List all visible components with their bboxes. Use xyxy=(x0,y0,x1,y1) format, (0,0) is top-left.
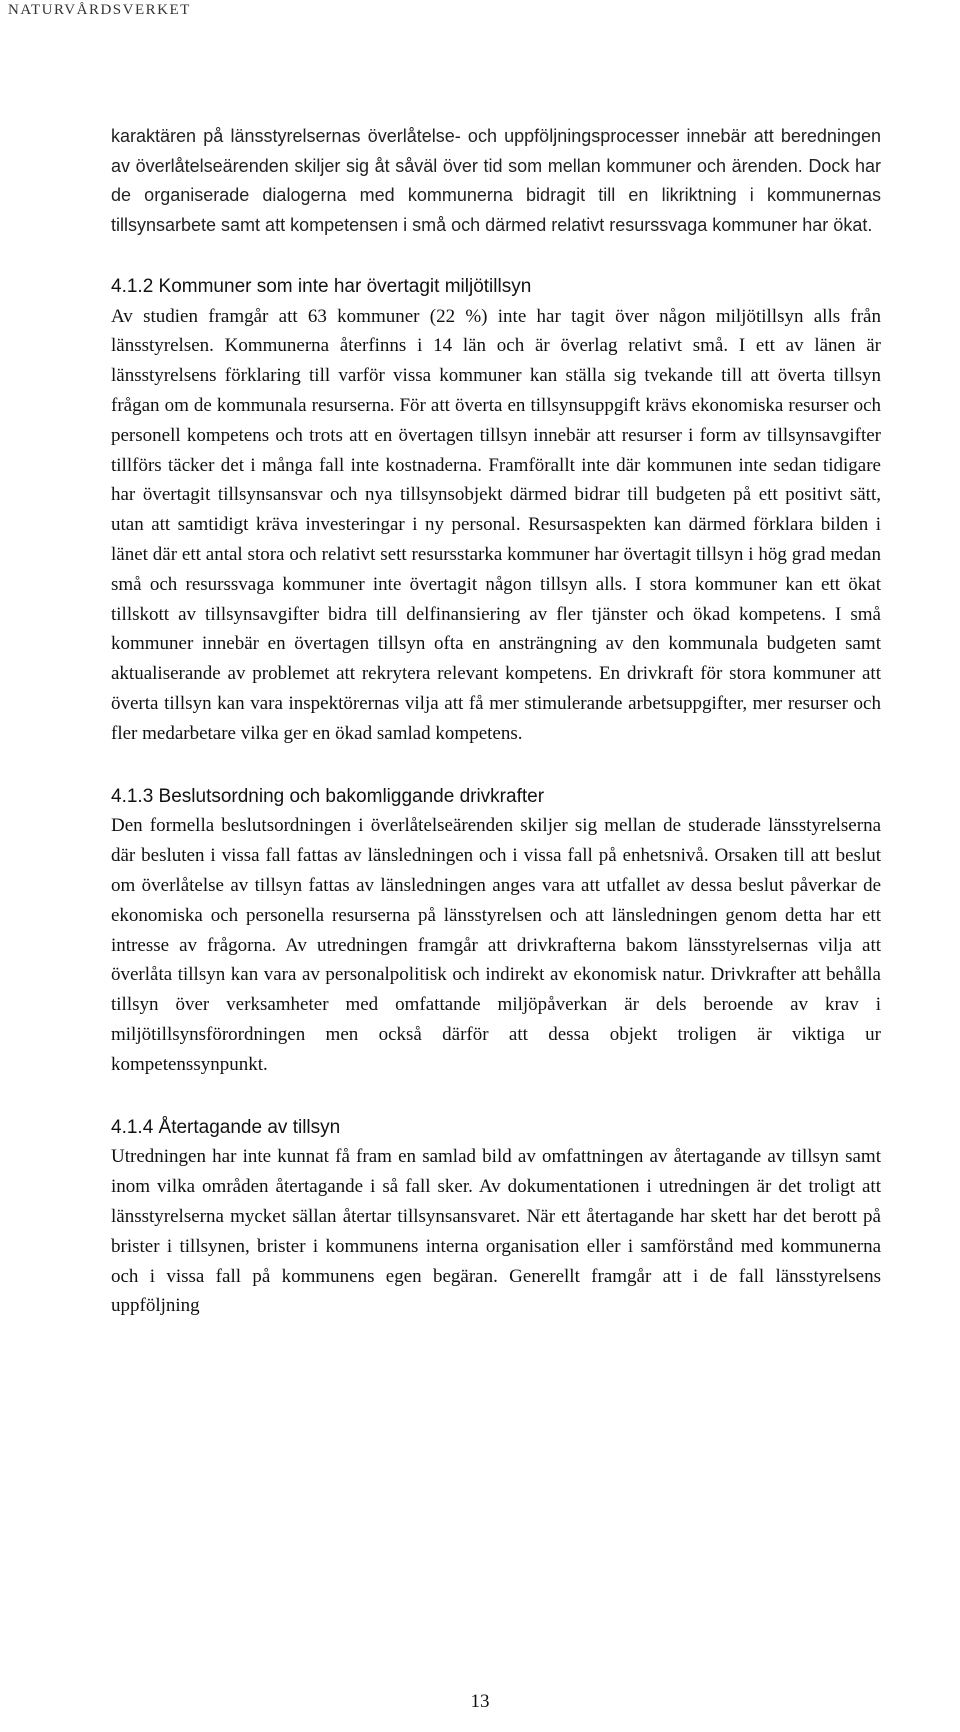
section-body-4-1-2: Av studien framgår att 63 kommuner (22 %) inte har tagit över någon miljötillsyn alls från länsstyrelsen. Kommunerna återfinns i 14 län och är överlag relativt små. I ett av länen är länsstyrelsens förklaring till varför vissa kommuner kan ställa sig tvekande till att överta tillsyn frågan om de kommunala resurserna. För att överta en tillsynsuppgift krävs ekonomiska resurser och personell kompetens och trots att en övertagen tillsyn innebär att resurser i form av tillsynsavgifter tillförs täcker det i många fall inte kostnaderna. Framförallt inte där kommunen inte sedan tidigare har övertagit tillsynsansvar och nya tillsynsobjekt därmed bidrar till budgeten på ett positivt sätt, utan att samtidigt kräva investeringar i ny personal. Resursaspekten kan därmed förklara bilden i länet där ett antal stora och relativt sett resursstarka kommuner har övertagit tillsyn i hög grad medan små och resurssvaga kommuner inte övertagit någon tillsyn alls. I stora kommuner kan ett ökat tillskott av tillsynsavgifter bidra till delfinansiering av fler tjänster och ökad kompetens. I små kommuner innebär en övertagen tillsyn ofta en ansträngning av den kommunala budgeten samt aktualiserande av problemet att rekrytera relevant kompetens. En drivkraft för stora kommuner att överta tillsyn kan vara inspektörernas vilja att få mer stimulerande arbetsuppgifter, mer resurser och fler medarbetare vilka ger en ökad samlad kompetens. xyxy=(111,305,881,744)
section-heading-4-1-4: 4.1.4 Återtagande av tillsyn xyxy=(111,1116,341,1138)
running-header: NATURVÅRDSVERKET xyxy=(8,2,191,18)
section-heading-4-1-2: 4.1.2 Kommuner som inte har övertagit miljötillsyn xyxy=(111,275,532,297)
page-number: 13 xyxy=(470,1691,490,1712)
intro-paragraph: karaktären på länsstyrelsernas överlåtelse- och uppföljningsprocesser innebär att beredningen av överlåtelseärenden skiljer sig åt såväl över tid som mellan kommuner och ärenden. Dock har de organiserade dialogerna med kommunerna bidragit till en likriktning i kommunernas tillsynsarbete samt att kompetensen i små och därmed relativt resurssvaga kommuner har ökat. xyxy=(111,126,881,236)
section-heading-4-1-3: 4.1.3 Beslutsordning och bakomliggande drivkrafter xyxy=(111,785,545,807)
section-body-4-1-4: Utredningen har inte kunnat få fram en samlad bild av omfattningen av återtagande av tillsyn samt inom vilka områden återtagande i så fall sker. Av dokumentationen i utredningen är det troligt att länsstyrelserna mycket sällan återtar tillsynsansvaret. När ett återtagande har skett har det berott på brister i tillsynen, brister i kommunens interna organisation eller i samförstånd med kommunerna och i vissa fall på kommunens egen begäran. Generellt framgår att i de fall länsstyrelsens uppföljning xyxy=(111,1146,881,1317)
section-body-4-1-3: Den formella beslutsordningen i överlåtelseärenden skiljer sig mellan de studerade länsstyrelserna där besluten i vissa fall fattas av länsledningen och i vissa fall på enhetsnivå. Orsaken till att beslut om överlåtelse av tillsyn fattas av länsledningen anges vara att utfallet av dessa beslut påverkar de ekonomiska och personella resurserna på länsstyrelsen och att länsledningen genom detta har ett intresse av frågorna. Av utredningen framgår att drivkrafterna bakom länsstyrelsernas vilja att överlåta tillsyn kan vara av personalpolitisk och indirekt av ekonomisk natur. Drivkrafter att behålla tillsyn över verksamheter med omfattande miljöpåverkan är dels beroende av krav i miljötillsynsförordningen men också därför att dessa objekt troligen är viktiga ur kompetenssynpunkt. xyxy=(111,815,881,1075)
document-body xyxy=(111,122,881,1321)
